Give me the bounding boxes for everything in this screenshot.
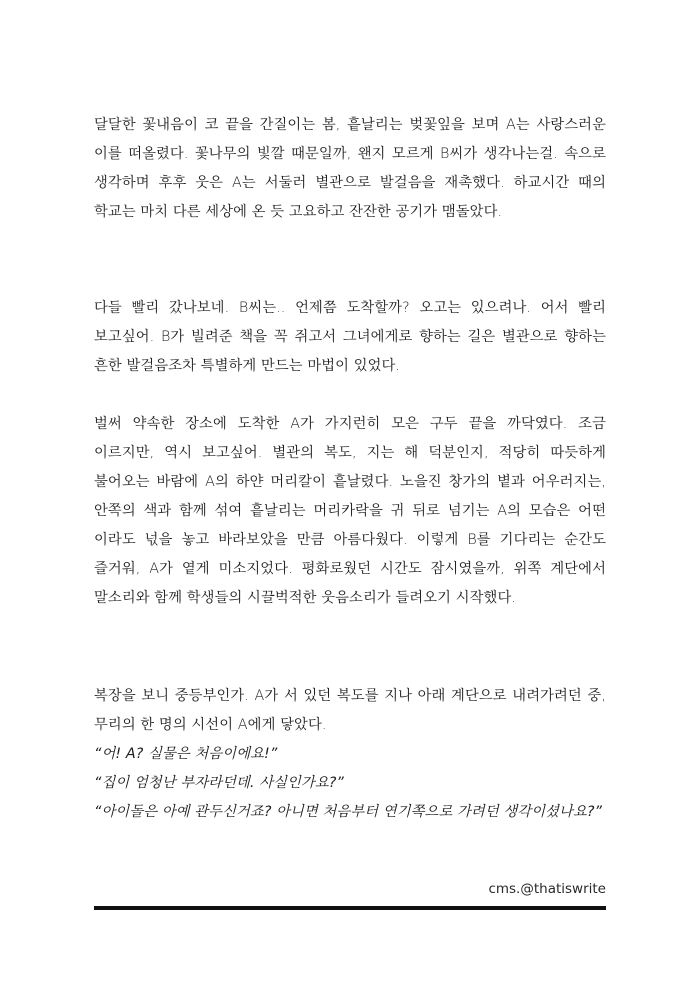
footer-divider bbox=[94, 906, 606, 910]
dialogue-quote-1: “어! A? 실물은 처음이에요!” bbox=[94, 746, 278, 762]
paragraph-1: 달달한 꽃내음이 코 끝을 간질이는 봄, 흩날리는 벚꽃잎을 보며 A는 사랑스러운 이를 떠올렸다. 꽃나무의 빛깔 때문일까, 왠지 모르게 B씨가 생각나는걸. 속으로 생각하며 후후 웃은 A는 서둘러 별관으로 발걸음을 재촉했다. 하교시간 때의 학교는 마치 다른 세상에 온 듯 고요하고 잔잔한 공기가 맴돌았다. bbox=[94, 117, 606, 220]
paragraph-2: 다들 빨리 갔나보네. B씨는.. 언제쯤 도착할까? 오고는 있으려나. 어서 빨리 보고싶어. B가 빌려준 책을 꼭 쥐고서 그녀에게로 향하는 길은 별관으로 향하는 흔한 발걸음조차 특별하게 만드는 마법이 있었다. bbox=[94, 300, 606, 374]
document-page bbox=[94, 0, 606, 992]
paragraph-4-block bbox=[94, 682, 606, 827]
dialogue-quote-2: “집이 엄청난 부자라던데. 사실인가요?” bbox=[94, 775, 344, 791]
paragraph-3: 벌써 약속한 장소에 도착한 A가 가지런히 모은 구두 끝을 까닥였다. 조금 이르지만, 역시 보고싶어. 별관의 복도, 지는 해 덕분인지, 적당히 따듯하게 불어오는 바람에 A의 하얀 머리칼이 흩날렸다. 노을진 창가의 볕과 어우러지는, 안쪽의 색과 함께 섞여 흩날리는 머리카락을 귀 뒤로 넘기는 A의 모습은 어떤 이라도 넋을 놓고 바라보았을 만큼 아름다웠다. 이렇게 B를 기다리는 순간도 즐거워, A가 옅게 미소지었다. 평화로웠던 시간도 잠시였을까, 위쪽 계단에서 말소리와 함께 학생들의 시끌벅적한 웃음소리가 들려오기 시작했다. bbox=[94, 416, 606, 606]
paragraph-4: 복장을 보니 중등부인가. A가 서 있던 복도를 지나 아래 계단으로 내려가려던 중, 무리의 한 명의 시선이 A에게 닿았다. bbox=[94, 688, 606, 733]
dialogue-quote-3: “아이돌은 아예 관두신거죠? 아니면 처음부터 연기쪽으로 가려던 생각이셨나요?” bbox=[94, 804, 603, 820]
author-credit: cms.@thatiswrite bbox=[488, 881, 606, 897]
